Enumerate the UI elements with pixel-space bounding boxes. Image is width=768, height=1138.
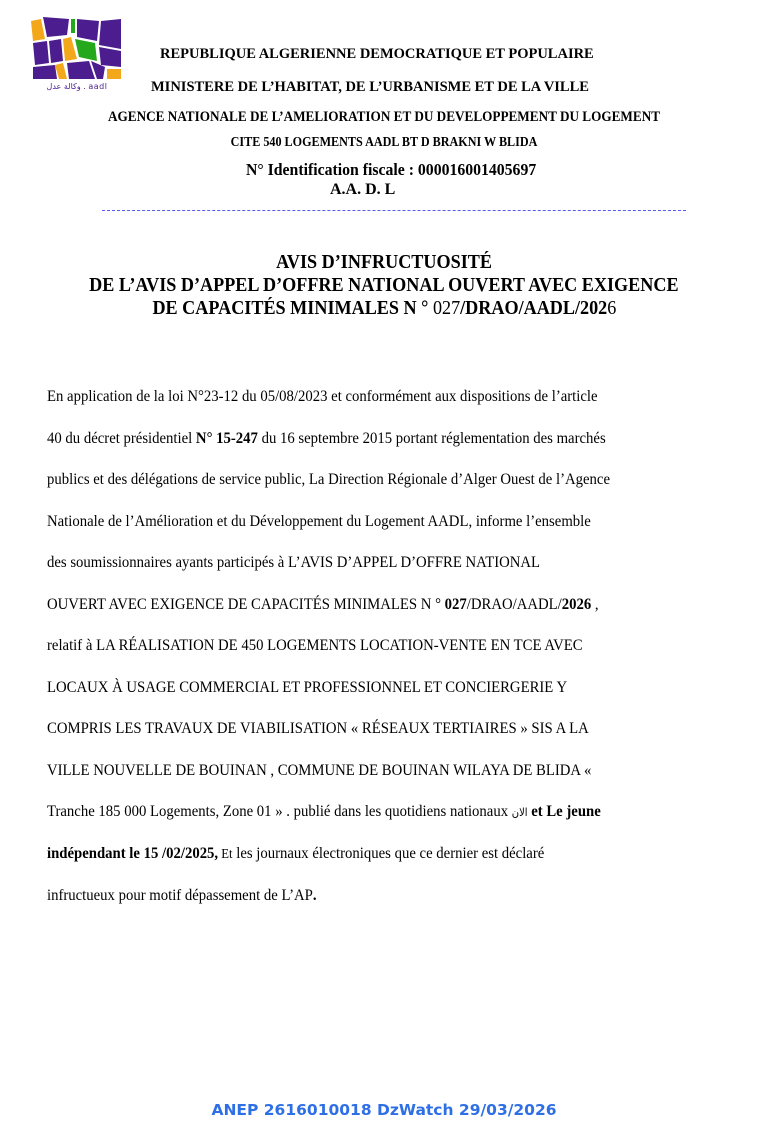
header-address: CITE 540 LOGEMENTS AADL BT D BRAKNI W BLIDA <box>230 134 538 149</box>
body-line-10: VILLE NOUVELLE DE BOUINAN , COMMUNE DE BOUINAN WILAYA DE BLIDA « <box>47 760 592 779</box>
title-text: DE L’AVIS D’APPEL D’OFFRE NATIONAL OUVERT AVEC EXIGENCE <box>89 275 679 296</box>
title-ref: /DRAO/AADL/202 <box>459 298 607 319</box>
body-line-11 <box>47 800 601 824</box>
title-text-group <box>152 298 616 320</box>
header-ministry: MINISTERE DE L’HABITAT, DE L’URBANISME ET DE LA VILLE <box>151 79 589 95</box>
header-fiscal-id: N° Identification fiscale : 000016001405697 <box>246 160 537 179</box>
body-text: les journaux électroniques que ce dernier est déclaré <box>232 843 545 862</box>
header-republic: REPUBLIQUE ALGERIENNE DEMOCRATIQUE ET POPULAIRE <box>160 46 594 62</box>
title-text: DE CAPACITÉS MINIMALES N ° <box>152 298 429 319</box>
header-separator <box>102 210 686 211</box>
body-line-3: publics et des délégations de service public, La Direction Régionale d’Alger Ouest de l’Agence <box>47 469 610 488</box>
body-line-12 <box>47 842 544 866</box>
tender-year: 2026 <box>561 594 592 613</box>
body-line-5: des soumissionnaires ayants participés à L’AVIS D’APPEL D’OFFRE NATIONAL <box>47 552 541 571</box>
body-line-4: Nationale de l’Amélioration et du Développement du Logement AADL, informe l’ensemble <box>47 511 591 530</box>
newspaper-name: et Le jeune <box>527 801 601 820</box>
body-line-1: En application de la loi N°23-12 du 05/08/2023 et conformément aux dispositions de l’article <box>47 386 598 405</box>
body-line-2 <box>47 427 606 449</box>
body-text: Et <box>218 847 233 862</box>
body-text: /DRAO/AADL/ <box>466 594 562 613</box>
body-line-6 <box>47 593 599 615</box>
publication-date: indépendant le 15 /02/2025, <box>47 843 219 862</box>
header-agency: AGENCE NATIONALE DE L’AMELIORATION ET DU DEVELOPPEMENT DU LOGEMENT <box>107 109 661 125</box>
body-line-8: LOCAUX À USAGE COMMERCIAL ET PROFESSIONNEL ET CONCIERGERIE Y <box>47 677 568 696</box>
body-line-9: COMPRIS LES TRAVAUX DE VIABILISATION « RÉSEAUX TERTIAIRES » SIS A LA <box>47 718 589 737</box>
body-text: , <box>591 594 599 613</box>
body-line-7: relatif à LA RÉALISATION DE 450 LOGEMENTS LOCATION-VENTE EN TCE AVEC <box>47 635 583 654</box>
body-text: 40 du décret présidentiel <box>47 428 196 447</box>
body-text-period: . <box>312 885 317 904</box>
arabic-newspaper-name: الان <box>511 806 528 819</box>
logo-caption: وكالة عدل . aadl <box>46 82 108 91</box>
notice-title-line1 <box>0 252 768 274</box>
notice-title-line2 <box>0 275 768 297</box>
decree-number: N° 15-247 <box>195 428 258 447</box>
title-text: AVIS D’INFRUCTUOSITÉ <box>276 252 492 273</box>
logo-graphic <box>31 17 123 81</box>
tender-number: 027 <box>444 594 467 613</box>
header-acronym: A.A. D. L <box>330 181 396 198</box>
title-number: 027 <box>428 298 460 319</box>
notice-title-line3 <box>0 298 768 320</box>
aadl-logo-icon <box>31 17 123 91</box>
title-ref-end: 6 <box>606 298 616 319</box>
anep-reference-footer: ANEP 2616010018 DzWatch 29/03/2026 <box>211 1101 557 1119</box>
body-text: Tranche 185 000 Logements, Zone 01 » . publié dans les quotidiens nationaux <box>47 801 512 820</box>
body-text: du 16 septembre 2015 portant réglementation des marchés <box>257 428 606 447</box>
body-text: OUVERT AVEC EXIGENCE DE CAPACITÉS MINIMALES N ° <box>47 594 445 613</box>
body-text: infructueux pour motif dépassement de L’AP <box>47 885 313 904</box>
body-line-13 <box>47 884 317 906</box>
